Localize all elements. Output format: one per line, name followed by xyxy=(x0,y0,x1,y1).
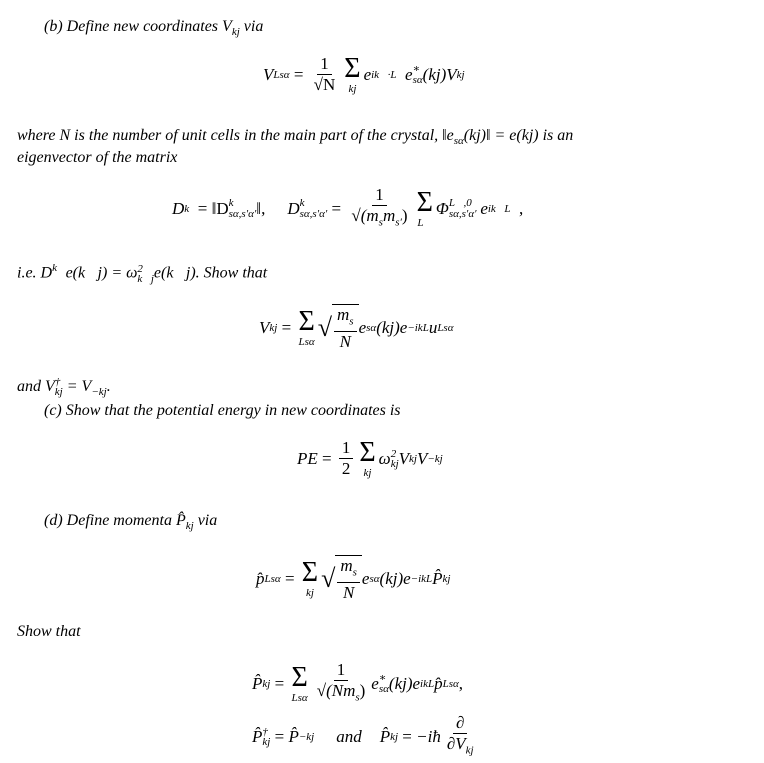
equation-v-kj: V kj = Σ Lsα √ $\frac{m_s}{N}$ e sα (kj)e −ikL u Lsα xyxy=(259,305,454,352)
equation-d-matrix: D k⃗ = ‖D k⃗ sα,s′α′ ‖, D k⃗ sα,s′α′ = $\frac{1}{√(m_sm_{s'})}$ Σ L⃗ Φ L⃗,0⃗ sα,s′α′ e ik⃗L⃗ , xyxy=(172,185,524,229)
part-c-heading: (c) Show that the potential energy in new coordinates is xyxy=(44,402,401,419)
part-b-text-4: and V † kj = $V_{-kj}$. xyxy=(17,376,111,399)
part-d-heading: (d) Define momenta $P̂_{kj}$ via xyxy=(44,512,218,533)
equation-p-lsa: p̂ Lsα = Σ kj √ $\frac{m_s}{N}$ e sα (kj)e −ikL P̂ kj xyxy=(256,556,451,603)
equation-p-kj: P̂ kj = Σ Lsα $\frac{1}{√(Nm_s)}$ e ∗ sα (kj)e ikL p̂ Lsα , xyxy=(252,660,464,704)
part-b-text-1: where N is the number of unit cells in the main part of the crystal, $‖e_{s\alpha}(kj)‖ = e(kj)$ is an xyxy=(17,127,574,148)
part-b-heading: (b) Define new coordinates $V_{kj}$ via xyxy=(44,18,264,39)
part-b-text-3: i.e. $D^{k⃗}e(k⃗j) = \omega$ 2 k⃗j e(k⃗j). Show that xyxy=(17,262,268,285)
part-d-text-1: Show that xyxy=(17,623,81,640)
part-b-text-2: eigenvector of the matrix xyxy=(17,149,178,166)
equation-v-lsa: V Lsα = $\frac{1}{√N}$ Σ kj e ik⃗·L⃗ e ∗ sα (kj)V kj xyxy=(263,52,465,95)
equation-p-conjugate: P̂ † kj = P̂ −kj and P̂ kj = −iħ $\frac{\partial}{\partial V_{kj}}$ xyxy=(252,713,474,757)
equation-potential-energy: PE = $\frac{1}{2}$ Σ kj ω 2 kj V kj V −kj xyxy=(297,436,443,479)
